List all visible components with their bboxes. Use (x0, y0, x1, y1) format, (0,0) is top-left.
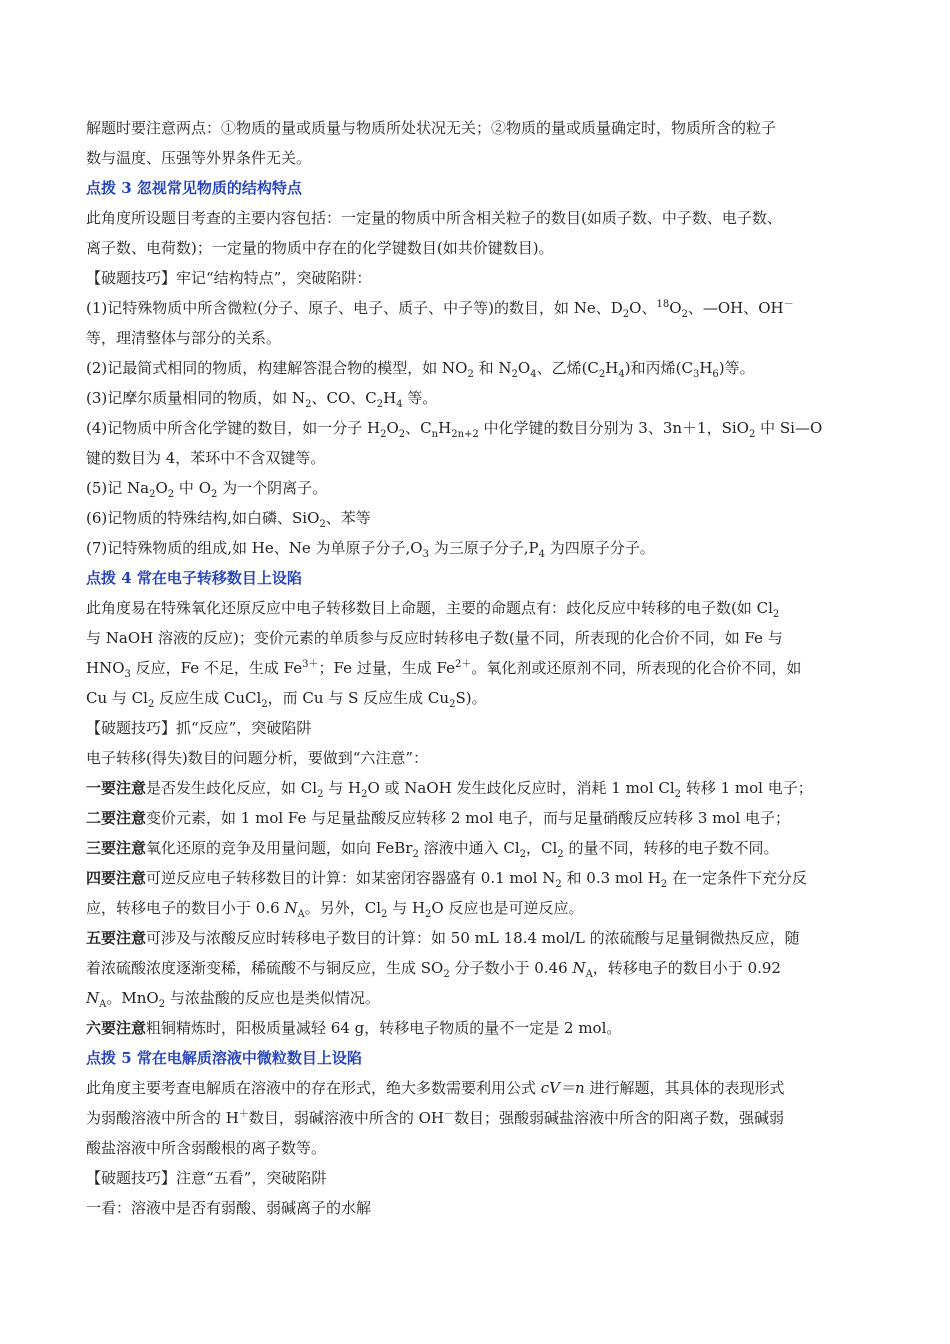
s5-para-line-2: 为弱酸溶液中所含的 H＋数目，弱碱溶液中所含的 OH－数目；强酸弱碱盐溶液中所含的阳离子数，强碱弱 (86, 1109, 785, 1127)
s4-para-line-1: 此角度易在特殊氧化还原反应中电子转移数目上命题，主要的命题点有：歧化反应中转移的电子数(如 $Cl_2$ (86, 599, 780, 620)
intro-line-1: 解题时要注意两点：①物质的量或质量与物质所处状况无关；②物质的量或质量确定时，物质所含的粒子 (86, 119, 777, 137)
note-4: 四要注意可逆反应电子转移数目的计算：如某密闭容器盛有 0.1 mol $N_2$ 和 0.3 mol $H_2$ 在一定条件下充分反 (86, 869, 807, 890)
s4-para-line-3: $HNO_3$ 反应，Fe 不足，生成 $Fe^{3+}$；Fe 过量，生成 $Fe^{2+}$。氧化剂或还原剂不同，所表现的化合价不同，如 (86, 659, 802, 680)
document-body (86, 113, 866, 1223)
section-4-heading: 点拨 4 常在电子转移数目上设陷 (86, 569, 302, 587)
s3-item-3: (3)记摩尔质量相同的物质，如 $N_2$、CO、$C_2H_4$ 等。 (86, 389, 438, 410)
note-5-cont-2: $N_A$。MnO$_2$ 与浓盐酸的反应也是类似情况。 (86, 989, 380, 1010)
s3-tip: 【破题技巧】牢记“结构特点”，突破陷阱： (86, 269, 372, 287)
note-5: 五要注意可涉及与浓酸反应时转移电子数目的计算：如 50 mL 18.4 mol/L 的浓硫酸与足量铜微热反应，随 (86, 929, 800, 947)
note-5-cont: 着浓硫酸浓度逐渐变稀，稀硫酸不与铜反应，生成 $SO_2$ 分子数小于 0.46 $N_A$，转移电子的数目小于 0.92 (86, 959, 781, 980)
s3-para-line-2: 离子数、电荷数)；一定量的物质中存在的化学键数目(如共价键数目)。 (86, 239, 554, 257)
s5-para-line-3: 酸盐溶液中所含弱酸根的离子数等。 (86, 1139, 327, 1157)
note-4-cont: 应，转移电子的数目小于 0.6 $N_A$。另外，$Cl_2$ 与 $H_2O$ 反应也是可逆反应。 (86, 899, 584, 920)
s5-para-line-1: 此角度主要考查电解质在溶液中的存在形式，绝大多数需要利用公式 cV＝n 进行解题，其具体的表现形式 (86, 1079, 785, 1097)
note-1: 一要注意是否发生歧化反应，如 $Cl_2$ 与 $H_2O$ 或 NaOH 发生歧化反应时，消耗 1 mol $Cl_2$ 转移 1 mol 电子； (86, 779, 813, 800)
s3-item-4: (4)记物质中所含化学键的数目，如一分子 $H_2O_2$、$C_nH_{2n+2}$ 中化学键的数目分别为 3、3n＋1，SiO$_2$ 中 Si—O (86, 419, 823, 440)
intro-line-2: 数与温度、压强等外界条件无关。 (86, 149, 312, 167)
s3-item-5: (5)记 $Na_2O_2$ 中 $O_2$ 为一个阴离子。 (86, 479, 328, 500)
s5-look-1: 一看：溶液中是否有弱酸、弱碱离子的水解 (86, 1199, 372, 1217)
note-2: 二要注意变价元素，如 1 mol Fe 与足量盐酸反应转移 2 mol 电子，而与足量硝酸反应转移 3 mol 电子； (86, 809, 790, 827)
s4-lead: 电子转移(得失)数目的问题分析，要做到“六注意”： (86, 749, 429, 767)
note-6: 六要注意粗铜精炼时，阳极质量减轻 64 g，转移电子物质的量不一定是 2 mol。 (86, 1019, 622, 1037)
s3-item-6: (6)记物质的特殊结构,如白磷、SiO$_2$、苯等 (86, 509, 371, 530)
s4-para-line-4: Cu 与 $Cl_2$ 反应生成 CuCl$_2$，而 Cu 与 S 反应生成 $Cu_2S$)。 (86, 689, 487, 710)
section-5-heading: 点拨 5 常在电解质溶液中微粒数目上设陷 (86, 1049, 362, 1067)
s4-para-line-2: 与 NaOH 溶液的反应)；变价元素的单质参与反应时转移电子数(量不同，所表现的化合价不同，如 Fe 与 (86, 629, 783, 647)
s3-item-2: (2)记最简式相同的物质，构建解答混合物的模型，如 $NO_2$ 和 $N_2O_4$、乙烯$(C_2H_4)$和丙烯$(C_3H_6)$等。 (86, 359, 755, 380)
section-3-heading: 点拨 3 忽视常见物质的结构特点 (86, 179, 302, 197)
note-3: 三要注意氧化还原的竞争及用量问题，如向 FeBr$_2$ 溶液中通入 $Cl_2$，$Cl_2$ 的量不同，转移的电子数不同。 (86, 839, 779, 860)
s3-item-7: (7)记特殊物质的组成,如 He、Ne 为单原子分子$,O_3$ 为三原子分子$,P_4$ 为四原子分子。 (86, 539, 655, 560)
s3-item-4-cont: 键的数目为 4，苯环中不含双键等。 (86, 449, 326, 467)
s4-tip: 【破题技巧】抓“反应”，突破陷阱 (86, 719, 312, 737)
s5-tip: 【破题技巧】注意“五看”，突破陷阱 (86, 1169, 327, 1187)
s3-item-1: (1)记特殊物质中所含微粒(分子、原子、电子、质子、中子等)的数目，如 Ne、$D_2O$、$^{18}O_2$、—OH、OH－ (86, 299, 794, 320)
s3-para-line-1: 此角度所设题目考查的主要内容包括：一定量的物质中所含相关粒子的数目(如质子数、中子数、电子数、 (86, 209, 782, 227)
s3-item-1-cont: 等，理清整体与部分的关系。 (86, 329, 282, 347)
